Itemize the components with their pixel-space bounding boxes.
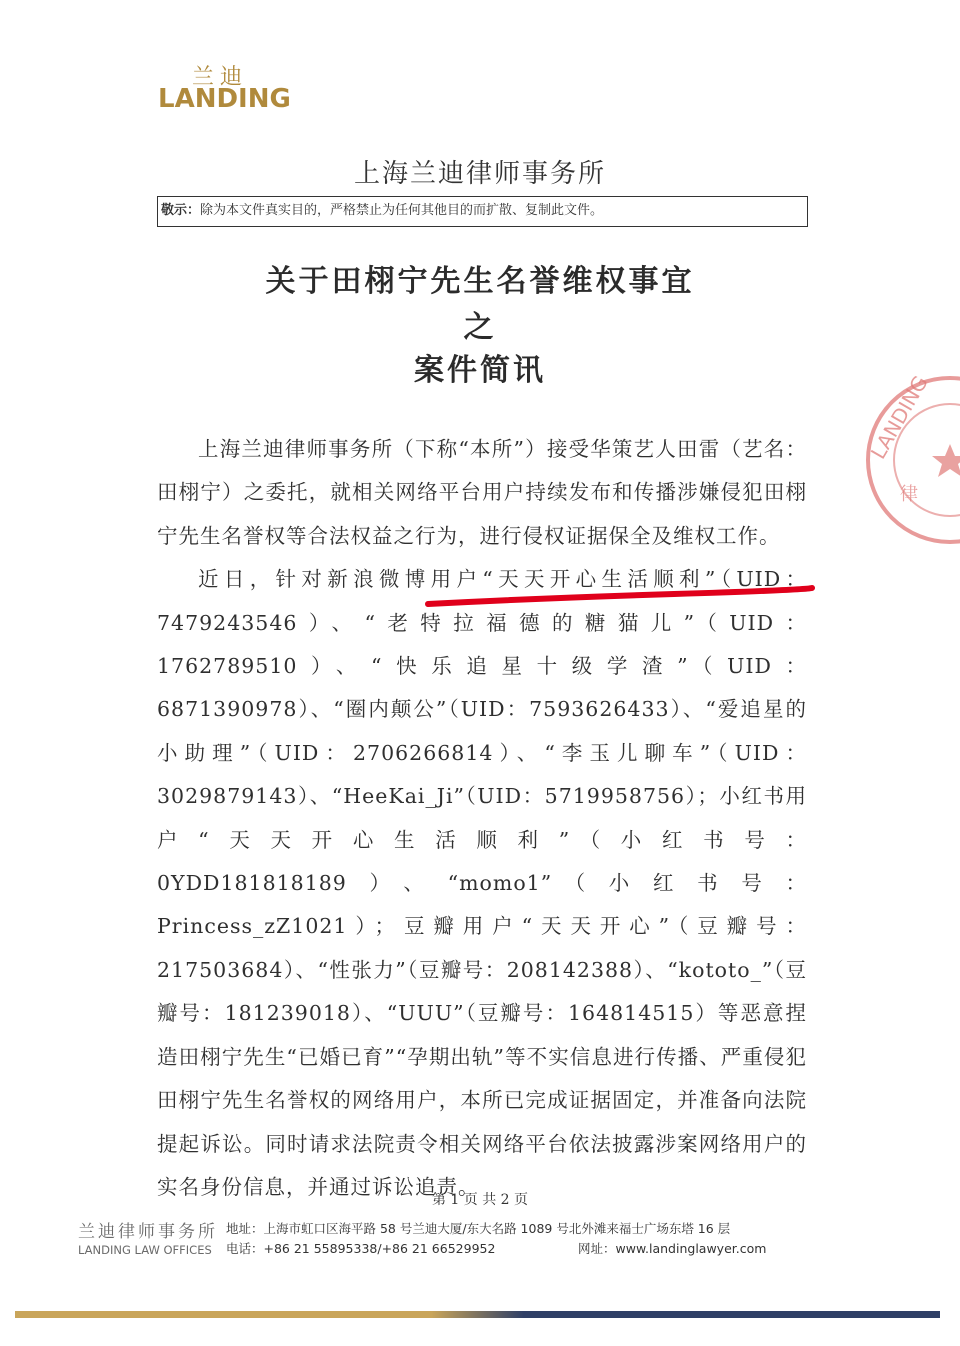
footer-firm-name-en: LANDING LAW OFFICES [78,1243,212,1257]
body-paragraph-2: 近日，针对新浪微博用户“天天开心生活顺利”（UID：7479243546）、“老特拉福德的糖猫儿”（UID：1762789510）、“快乐追星十级学渣”（UID：6871390978）、“圈内颠公”（UID：7593626433）、“爱追星的小助理”（UID：2706266814）、“李玉儿聊车”（UID：3029879143）、“HeeKai_Ji”（UID：5719958756）；小红书用户“天天开心生活顺利”（小红书号：0YDD181818189）、“momo1”（小红书号：Princess_zZ1021）；豆瓣用户“天天开心”（豆瓣号：217503684）、“性张力”（豆瓣号：208142388）、“kototo_”（豆瓣号：181239018）、“UUU”（豆瓣号：164814515）等恶意捏造田栩宁先生“已婚已育”“孕期出轨”等不实信息进行传播、严重侵犯田栩宁先生名誉权的网络用户，本所已完成证据固定，并准备向法院提起诉讼。同时请求法院责令相关网络平台依法披露涉案网络用户的实名身份信息，并通过诉讼追责。 [157,567,807,1199]
confidentiality-warning [157,196,808,227]
warning-label: 敬示： [161,203,201,218]
official-seal-stamp [860,370,960,550]
document-title-line3: 案件简讯 [414,353,546,388]
document-title-line2: 之 [463,310,497,345]
footer-website[interactable]: 网址：www.landinglawyer.com [578,1241,767,1256]
warning-text: 除为本文件真实目的，严格禁止为任何其他目的而扩散、复制此文件。 [200,203,604,218]
document-body [157,428,807,1209]
firm-title: 上海兰迪律师事务所 [353,159,606,189]
page-number: 第 1 页 共 2 页 [431,1192,529,1208]
footer-divider [15,1311,940,1318]
footer-phone: 电话：+86 21 55895338/+86 21 66529952 [226,1241,496,1256]
document-title-line1: 关于田栩宁先生名誉维权事宜 [265,264,695,299]
body-paragraph-1: 上海兰迪律师事务所（下称“本所”）接受华策艺人田雷（艺名：田栩宁）之委托，就相关网络平台用户持续发布和传播涉嫌侵犯田栩宁先生名誉权等合法权益之行为，进行侵权证据保全及维权工作。 [157,437,807,548]
logo-chinese: 兰迪 [192,65,249,90]
svg-text:律: 律 [900,484,918,505]
svg-text:LANDING: LANDING [865,371,933,464]
footer-address: 地址：上海市虹口区海平路 58 号兰迪大厦/东大名路 1089 号北外滩来福士广场东塔 16 层 [226,1221,731,1236]
red-highlight-underline [424,584,816,610]
footer-firm-name-cn: 兰迪律师事务所 [78,1222,218,1242]
logo-english: LANDING [158,84,291,114]
